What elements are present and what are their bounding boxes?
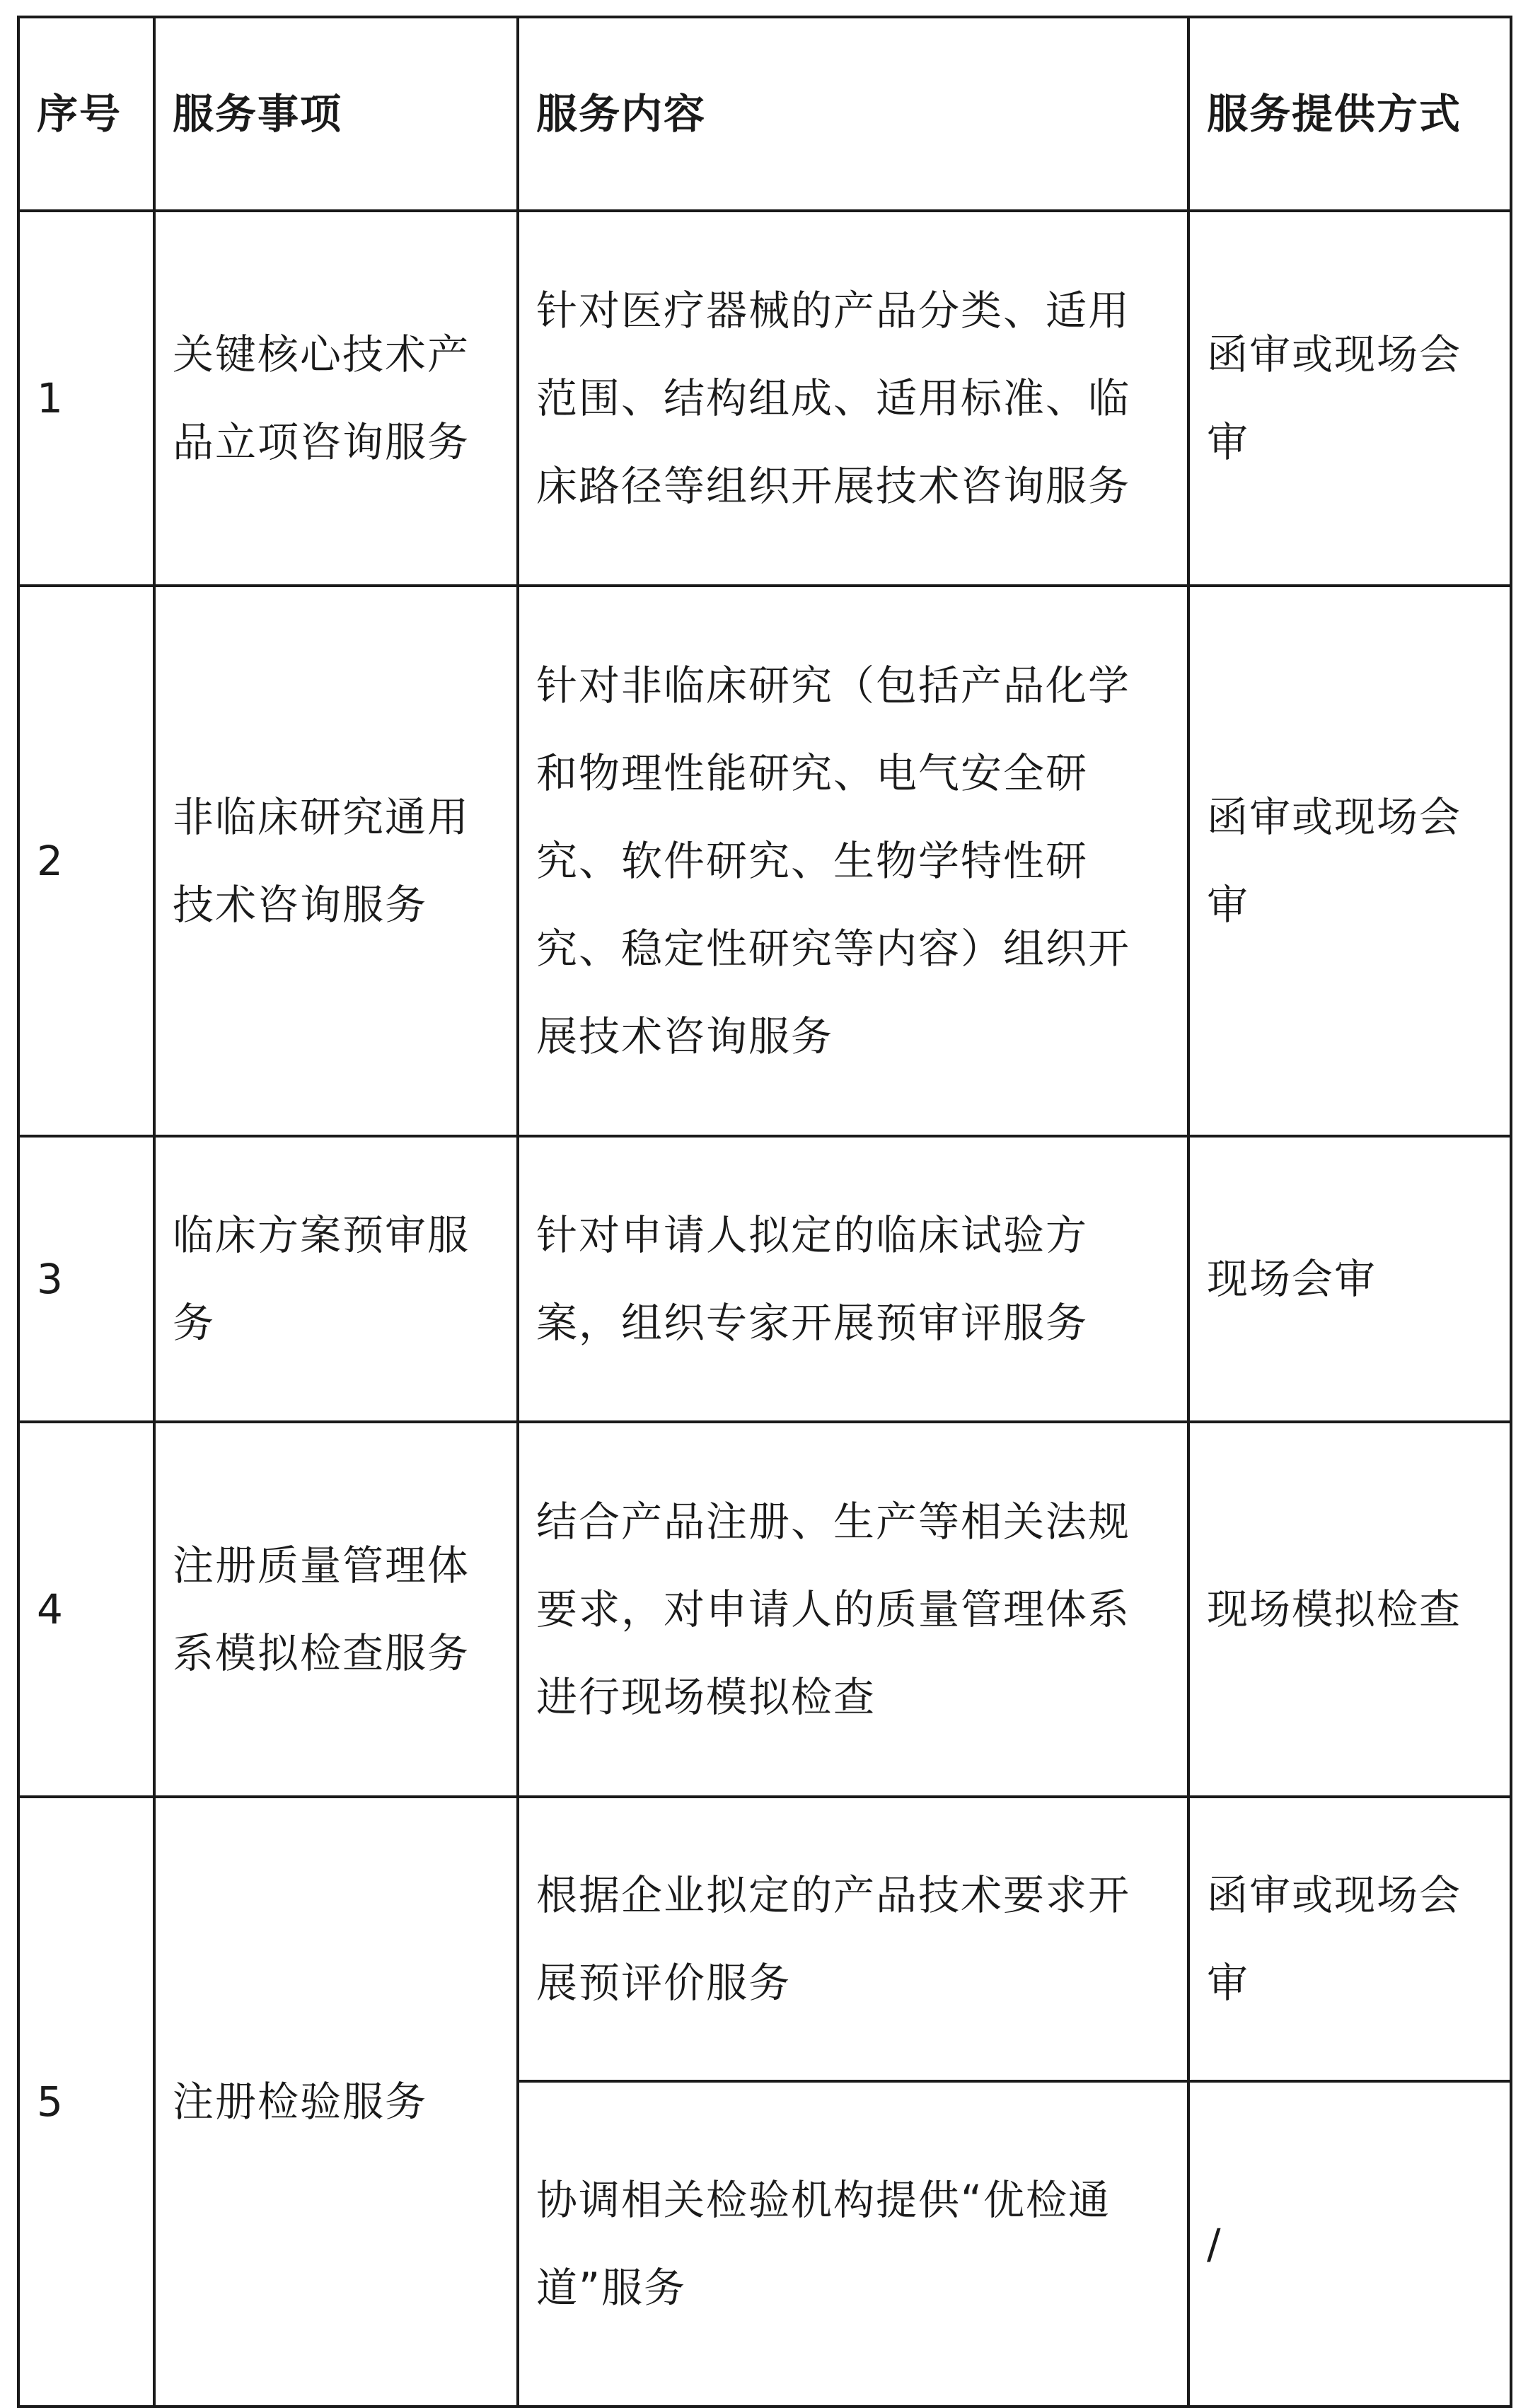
header-method: 服务提供方式 xyxy=(1188,17,1511,211)
row-method: 函审或现场会审 xyxy=(1188,586,1511,1136)
table-row xyxy=(18,1136,1511,1422)
header-no: 序号 xyxy=(18,17,154,211)
row-item: 临床方案预审服务 xyxy=(154,1136,518,1422)
row-content: 协调相关检验机构提供“优检通道”服务 xyxy=(518,2081,1188,2407)
row-content: 结合产品注册、生产等相关法规要求，对申请人的质量管理体系进行现场模拟检查 xyxy=(518,1422,1188,1797)
header-content: 服务内容 xyxy=(518,17,1188,211)
header-item: 服务事项 xyxy=(154,17,518,211)
table-row xyxy=(18,586,1511,1136)
row-number: 1 xyxy=(18,211,154,586)
row-method: 现场模拟检查 xyxy=(1188,1422,1511,1797)
table-header-row xyxy=(18,17,1511,211)
table-row xyxy=(18,1797,1511,2081)
row-number: 3 xyxy=(18,1136,154,1422)
row-content: 针对申请人拟定的临床试验方案，组织专家开展预审评服务 xyxy=(518,1136,1188,1422)
table-row xyxy=(18,211,1511,586)
row-method: 现场会审 xyxy=(1188,1136,1511,1422)
row-content: 根据企业拟定的产品技术要求开展预评价服务 xyxy=(518,1797,1188,2081)
row-number: 2 xyxy=(18,586,154,1136)
row-item: 注册检验服务 xyxy=(154,1797,518,2407)
row-content: 针对非临床研究（包括产品化学和物理性能研究、电气安全研究、软件研究、生物学特性研究、稳定性研究等内容）组织开展技术咨询服务 xyxy=(518,586,1188,1136)
service-table xyxy=(17,16,1512,2408)
row-item: 注册质量管理体系模拟检查服务 xyxy=(154,1422,518,1797)
row-content: 针对医疗器械的产品分类、适用范围、结构组成、适用标准、临床路径等组织开展技术咨询服务 xyxy=(518,211,1188,586)
row-method: 函审或现场会审 xyxy=(1188,211,1511,586)
row-item: 关键核心技术产品立项咨询服务 xyxy=(154,211,518,586)
row-method: 函审或现场会审 xyxy=(1188,1797,1511,2081)
row-number: 5 xyxy=(18,1797,154,2407)
row-method: / xyxy=(1188,2081,1511,2407)
row-number: 4 xyxy=(18,1422,154,1797)
table-row xyxy=(18,1422,1511,1797)
row-item: 非临床研究通用技术咨询服务 xyxy=(154,586,518,1136)
